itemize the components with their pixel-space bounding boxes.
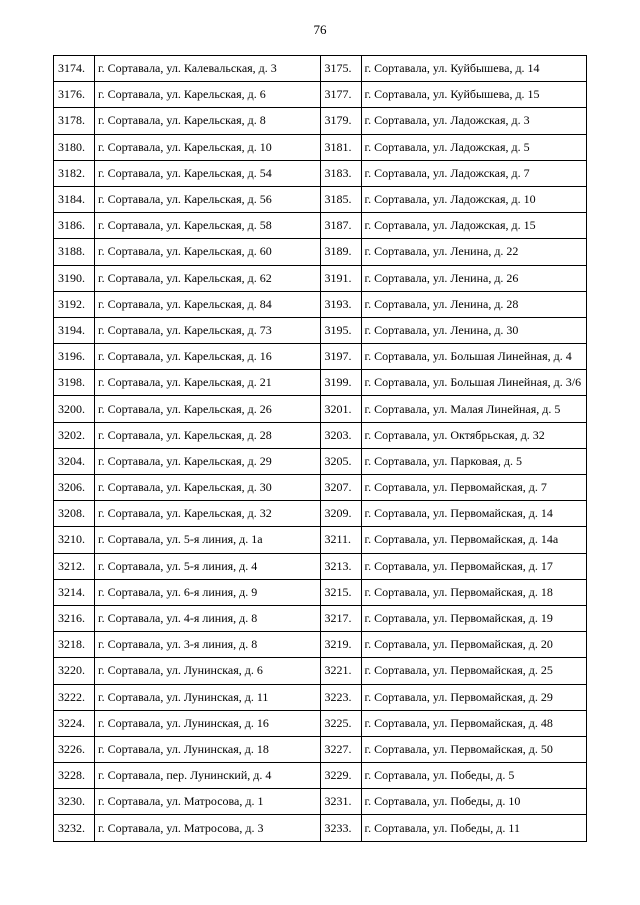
table-row bbox=[54, 501, 587, 527]
table-row bbox=[54, 317, 587, 343]
entry-address: г. Сортавала, ул. Октябрьская, д. 32 bbox=[361, 422, 587, 448]
entry-address: г. Сортавала, ул. Карельская, д. 32 bbox=[95, 501, 321, 527]
entry-number: 3188. bbox=[54, 239, 95, 265]
table-row bbox=[54, 658, 587, 684]
table-row bbox=[54, 763, 587, 789]
entry-number: 3178. bbox=[54, 108, 95, 134]
entry-number: 3233. bbox=[320, 815, 361, 841]
entry-number: 3232. bbox=[54, 815, 95, 841]
entry-number: 3187. bbox=[320, 213, 361, 239]
entry-number: 3195. bbox=[320, 317, 361, 343]
table-row bbox=[54, 265, 587, 291]
entry-address: г. Сортавала, ул. Матросова, д. 3 bbox=[95, 815, 321, 841]
entry-number: 3223. bbox=[320, 684, 361, 710]
table-row bbox=[54, 239, 587, 265]
entry-address: г. Сортавала, пер. Лунинский, д. 4 bbox=[95, 763, 321, 789]
entry-address: г. Сортавала, ул. 5-я линия, д. 4 bbox=[95, 553, 321, 579]
entry-number: 3192. bbox=[54, 291, 95, 317]
table-row bbox=[54, 291, 587, 317]
entry-number: 3183. bbox=[320, 160, 361, 186]
entry-address: г. Сортавала, ул. Карельская, д. 26 bbox=[95, 396, 321, 422]
entry-address: г. Сортавала, ул. Первомайская, д. 19 bbox=[361, 605, 587, 631]
entry-number: 3215. bbox=[320, 579, 361, 605]
entry-address: г. Сортавала, ул. 3-я линия, д. 8 bbox=[95, 632, 321, 658]
entry-address: г. Сортавала, ул. Карельская, д. 54 bbox=[95, 160, 321, 186]
entry-address: г. Сортавала, ул. Первомайская, д. 48 bbox=[361, 710, 587, 736]
table-row bbox=[54, 710, 587, 736]
entry-address: г. Сортавала, ул. Карельская, д. 21 bbox=[95, 370, 321, 396]
entry-number: 3186. bbox=[54, 213, 95, 239]
entry-address: г. Сортавала, ул. Ладожская, д. 15 bbox=[361, 213, 587, 239]
entry-number: 3220. bbox=[54, 658, 95, 684]
entry-address: г. Сортавала, ул. 4-я линия, д. 8 bbox=[95, 605, 321, 631]
entry-address: г. Сортавала, ул. Карельская, д. 56 bbox=[95, 186, 321, 212]
entry-address: г. Сортавала, ул. Большая Линейная, д. 3/6 bbox=[361, 370, 587, 396]
entry-number: 3214. bbox=[54, 579, 95, 605]
entry-address: г. Сортавала, ул. Куйбышева, д. 14 bbox=[361, 56, 587, 82]
entry-address: г. Сортавала, ул. Карельская, д. 16 bbox=[95, 344, 321, 370]
entry-number: 3219. bbox=[320, 632, 361, 658]
table-row bbox=[54, 579, 587, 605]
entry-address: г. Сортавала, ул. Большая Линейная, д. 4 bbox=[361, 344, 587, 370]
entry-address: г. Сортавала, ул. Карельская, д. 60 bbox=[95, 239, 321, 265]
entry-number: 3203. bbox=[320, 422, 361, 448]
entry-address: г. Сортавала, ул. Ладожская, д. 3 bbox=[361, 108, 587, 134]
entry-number: 3196. bbox=[54, 344, 95, 370]
entry-address: г. Сортавала, ул. Ладожская, д. 10 bbox=[361, 186, 587, 212]
entry-address: г. Сортавала, ул. Карельская, д. 73 bbox=[95, 317, 321, 343]
entry-address: г. Сортавала, ул. Первомайская, д. 18 bbox=[361, 579, 587, 605]
table-row bbox=[54, 632, 587, 658]
entry-address: г. Сортавала, ул. Карельская, д. 62 bbox=[95, 265, 321, 291]
entry-address: г. Сортавала, ул. Карельская, д. 28 bbox=[95, 422, 321, 448]
table-row bbox=[54, 213, 587, 239]
entry-number: 3222. bbox=[54, 684, 95, 710]
entry-address: г. Сортавала, ул. Лунинская, д. 6 bbox=[95, 658, 321, 684]
entry-address: г. Сортавала, ул. Лунинская, д. 18 bbox=[95, 736, 321, 762]
entry-number: 3208. bbox=[54, 501, 95, 527]
entry-address: г. Сортавала, ул. Победы, д. 11 bbox=[361, 815, 587, 841]
table-row bbox=[54, 684, 587, 710]
entry-address: г. Сортавала, ул. Ленина, д. 26 bbox=[361, 265, 587, 291]
entry-address: г. Сортавала, ул. Карельская, д. 84 bbox=[95, 291, 321, 317]
entry-address: г. Сортавала, ул. Матросова, д. 1 bbox=[95, 789, 321, 815]
table-row bbox=[54, 448, 587, 474]
entry-number: 3198. bbox=[54, 370, 95, 396]
entry-number: 3184. bbox=[54, 186, 95, 212]
entry-address: г. Сортавала, ул. Калевальская, д. 3 bbox=[95, 56, 321, 82]
entry-address: г. Сортавала, ул. Первомайская, д. 7 bbox=[361, 475, 587, 501]
entry-address: г. Сортавала, ул. Первомайская, д. 50 bbox=[361, 736, 587, 762]
address-table-body bbox=[54, 56, 587, 842]
entry-number: 3204. bbox=[54, 448, 95, 474]
entry-address: г. Сортавала, ул. Первомайская, д. 14а bbox=[361, 527, 587, 553]
entry-number: 3199. bbox=[320, 370, 361, 396]
entry-number: 3181. bbox=[320, 134, 361, 160]
entry-address: г. Сортавала, ул. Лунинская, д. 11 bbox=[95, 684, 321, 710]
entry-address: г. Сортавала, ул. Победы, д. 10 bbox=[361, 789, 587, 815]
entry-address: г. Сортавала, ул. Первомайская, д. 14 bbox=[361, 501, 587, 527]
entry-number: 3177. bbox=[320, 82, 361, 108]
entry-address: г. Сортавала, ул. Карельская, д. 6 bbox=[95, 82, 321, 108]
entry-number: 3197. bbox=[320, 344, 361, 370]
table-row bbox=[54, 370, 587, 396]
page-number: 76 bbox=[313, 22, 327, 37]
entry-address: г. Сортавала, ул. Карельская, д. 8 bbox=[95, 108, 321, 134]
table-row bbox=[54, 475, 587, 501]
table-row bbox=[54, 396, 587, 422]
table-row bbox=[54, 789, 587, 815]
entry-number: 3212. bbox=[54, 553, 95, 579]
entry-address: г. Сортавала, ул. 5-я линия, д. 1а bbox=[95, 527, 321, 553]
table-row bbox=[54, 422, 587, 448]
entry-number: 3213. bbox=[320, 553, 361, 579]
entry-address: г. Сортавала, ул. Ленина, д. 30 bbox=[361, 317, 587, 343]
entry-number: 3225. bbox=[320, 710, 361, 736]
entry-number: 3182. bbox=[54, 160, 95, 186]
entry-address: г. Сортавала, ул. Победы, д. 5 bbox=[361, 763, 587, 789]
entry-number: 3229. bbox=[320, 763, 361, 789]
entry-number: 3179. bbox=[320, 108, 361, 134]
table-row bbox=[54, 527, 587, 553]
entry-number: 3206. bbox=[54, 475, 95, 501]
entry-number: 3221. bbox=[320, 658, 361, 684]
entry-address: г. Сортавала, ул. Первомайская, д. 17 bbox=[361, 553, 587, 579]
entry-address: г. Сортавала, ул. Ленина, д. 28 bbox=[361, 291, 587, 317]
entry-number: 3228. bbox=[54, 763, 95, 789]
entry-address: г. Сортавала, ул. Ладожская, д. 5 bbox=[361, 134, 587, 160]
entry-number: 3227. bbox=[320, 736, 361, 762]
entry-number: 3207. bbox=[320, 475, 361, 501]
entry-number: 3174. bbox=[54, 56, 95, 82]
entry-number: 3224. bbox=[54, 710, 95, 736]
table-row bbox=[54, 736, 587, 762]
entry-address: г. Сортавала, ул. Малая Линейная, д. 5 bbox=[361, 396, 587, 422]
entry-number: 3201. bbox=[320, 396, 361, 422]
entry-number: 3191. bbox=[320, 265, 361, 291]
entry-number: 3175. bbox=[320, 56, 361, 82]
entry-address: г. Сортавала, ул. Первомайская, д. 25 bbox=[361, 658, 587, 684]
entry-address: г. Сортавала, ул. Ладожская, д. 7 bbox=[361, 160, 587, 186]
entry-number: 3180. bbox=[54, 134, 95, 160]
entry-number: 3194. bbox=[54, 317, 95, 343]
entry-number: 3202. bbox=[54, 422, 95, 448]
entry-number: 3190. bbox=[54, 265, 95, 291]
entry-number: 3231. bbox=[320, 789, 361, 815]
entry-address: г. Сортавала, ул. Первомайская, д. 29 bbox=[361, 684, 587, 710]
entry-address: г. Сортавала, ул. Ленина, д. 22 bbox=[361, 239, 587, 265]
entry-number: 3205. bbox=[320, 448, 361, 474]
address-table bbox=[53, 55, 587, 842]
entry-address: г. Сортавала, ул. Парковая, д. 5 bbox=[361, 448, 587, 474]
entry-address: г. Сортавала, ул. Лунинская, д. 16 bbox=[95, 710, 321, 736]
entry-number: 3193. bbox=[320, 291, 361, 317]
entry-number: 3210. bbox=[54, 527, 95, 553]
entry-number: 3211. bbox=[320, 527, 361, 553]
entry-number: 3176. bbox=[54, 82, 95, 108]
entry-address: г. Сортавала, ул. Карельская, д. 29 bbox=[95, 448, 321, 474]
entry-number: 3216. bbox=[54, 605, 95, 631]
entry-address: г. Сортавала, ул. Куйбышева, д. 15 bbox=[361, 82, 587, 108]
entry-address: г. Сортавала, ул. 6-я линия, д. 9 bbox=[95, 579, 321, 605]
entry-address: г. Сортавала, ул. Первомайская, д. 20 bbox=[361, 632, 587, 658]
table-row bbox=[54, 605, 587, 631]
entry-number: 3200. bbox=[54, 396, 95, 422]
table-row bbox=[54, 815, 587, 841]
entry-number: 3226. bbox=[54, 736, 95, 762]
table-row bbox=[54, 553, 587, 579]
table-row bbox=[54, 56, 587, 82]
table-row bbox=[54, 186, 587, 212]
entry-address: г. Сортавала, ул. Карельская, д. 10 bbox=[95, 134, 321, 160]
table-row bbox=[54, 82, 587, 108]
table-row bbox=[54, 344, 587, 370]
table-row bbox=[54, 160, 587, 186]
entry-number: 3218. bbox=[54, 632, 95, 658]
entry-number: 3217. bbox=[320, 605, 361, 631]
table-row bbox=[54, 134, 587, 160]
entry-number: 3185. bbox=[320, 186, 361, 212]
entry-address: г. Сортавала, ул. Карельская, д. 30 bbox=[95, 475, 321, 501]
table-row bbox=[54, 108, 587, 134]
entry-address: г. Сортавала, ул. Карельская, д. 58 bbox=[95, 213, 321, 239]
entry-number: 3189. bbox=[320, 239, 361, 265]
entry-number: 3230. bbox=[54, 789, 95, 815]
entry-number: 3209. bbox=[320, 501, 361, 527]
